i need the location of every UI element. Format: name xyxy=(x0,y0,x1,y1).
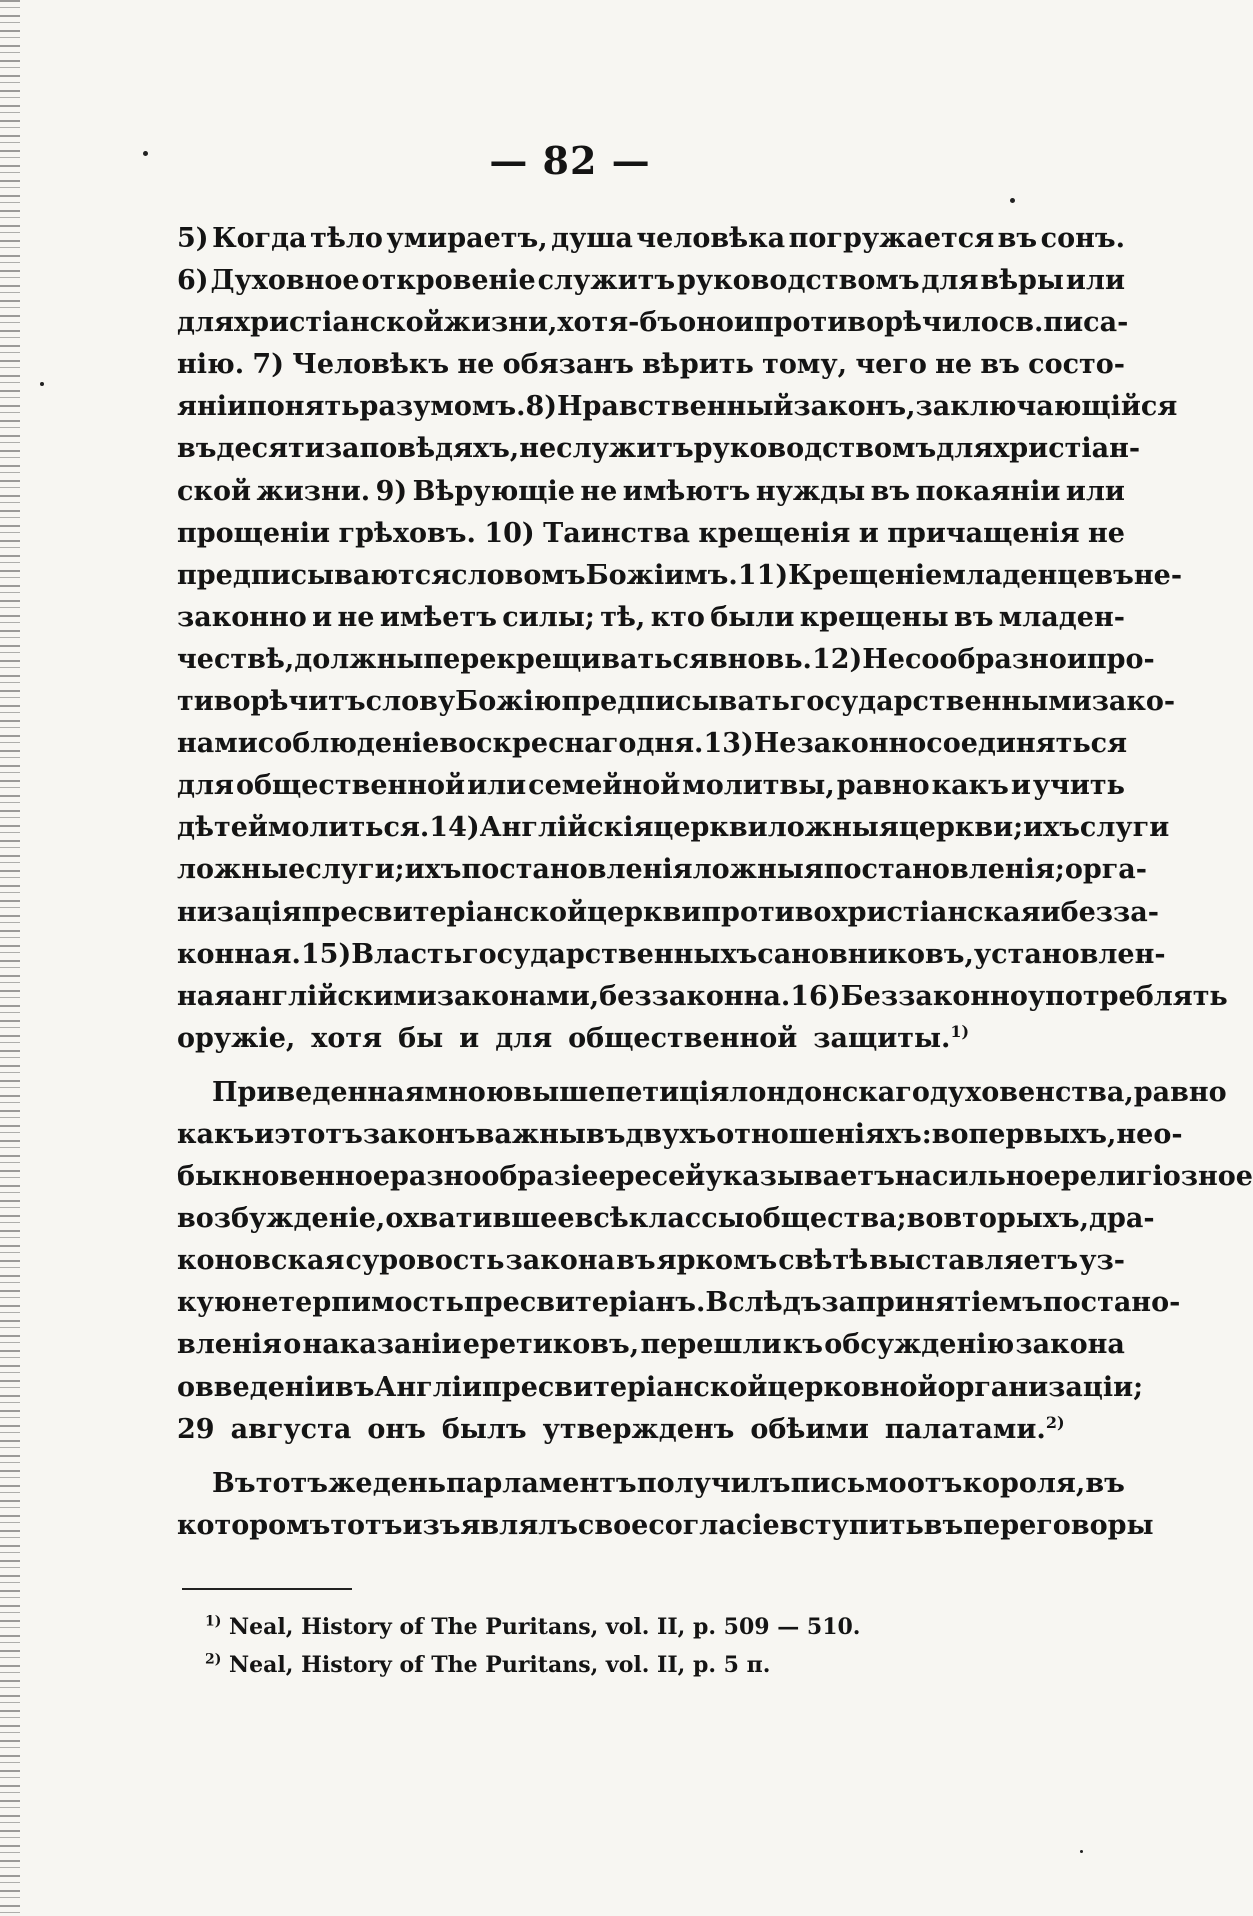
text-line xyxy=(177,976,1228,1018)
word: Вѣрующіе xyxy=(412,475,575,507)
word: общества; xyxy=(744,1203,907,1235)
word: во xyxy=(906,1203,944,1235)
word: утвержденъ xyxy=(542,1413,735,1445)
text-line xyxy=(177,765,1125,807)
word: въ xyxy=(616,1245,656,1277)
body-text xyxy=(177,218,1253,1547)
word: возбужденіе, xyxy=(177,1203,386,1235)
word: 10) xyxy=(484,517,535,549)
word: Несообразно xyxy=(862,643,1067,675)
word: соблюденіе xyxy=(257,728,440,760)
word: церкви xyxy=(653,812,768,844)
word: тотъ xyxy=(330,1509,403,1541)
word: былъ xyxy=(441,1413,527,1445)
word: нами xyxy=(177,728,258,760)
text-line xyxy=(177,1367,1144,1409)
word: дѣтей xyxy=(177,812,268,844)
word: не xyxy=(519,433,557,465)
word: 15) xyxy=(300,938,352,970)
word: какъ xyxy=(931,770,1009,802)
word: должны xyxy=(294,643,424,675)
word: принятіемъ xyxy=(856,1287,1043,1319)
word: духовенства, xyxy=(929,1076,1134,1108)
word: молиться. xyxy=(267,812,430,844)
word: десяти xyxy=(216,433,325,465)
word: чего xyxy=(855,349,927,381)
word: постановленія; xyxy=(823,854,1065,886)
word: пресвитеріанъ. xyxy=(463,1287,706,1319)
word: Незаконно xyxy=(753,728,927,760)
word: и xyxy=(254,1118,275,1150)
word: Нравственный xyxy=(557,391,794,423)
word: яніи xyxy=(177,391,247,423)
word: 5) xyxy=(177,223,209,254)
word: не- xyxy=(1133,559,1183,591)
word: Приведенная xyxy=(212,1076,425,1108)
word: въ xyxy=(980,349,1020,381)
word: наказаніи xyxy=(302,1329,462,1361)
word: св. xyxy=(998,307,1044,339)
word: вновь. xyxy=(708,643,812,675)
text-line xyxy=(177,1324,1125,1366)
word: не xyxy=(337,601,375,633)
word: законами, xyxy=(436,980,600,1012)
text-line xyxy=(177,302,1129,344)
word: тому, xyxy=(762,349,848,381)
word: отъ xyxy=(906,1467,963,1499)
word: не xyxy=(457,349,495,381)
word: для xyxy=(177,770,234,802)
word: перекрещиваться xyxy=(423,643,709,675)
word: хотя-бъ xyxy=(557,307,679,339)
word: и xyxy=(459,1022,480,1054)
word: Въ xyxy=(212,1467,256,1499)
word: 6) xyxy=(177,265,209,297)
word: религіозное xyxy=(1060,1161,1253,1193)
word: Таинства xyxy=(543,517,690,549)
word: вѣрить xyxy=(642,349,754,381)
word: всѣ xyxy=(574,1203,629,1235)
word: человѣка xyxy=(636,223,786,254)
word: парламентъ xyxy=(446,1467,637,1499)
word: орга- xyxy=(1064,854,1147,886)
word: откровеніе xyxy=(361,265,536,297)
word: 13) xyxy=(703,728,754,760)
text-line xyxy=(177,1240,1125,1282)
word: и xyxy=(1010,770,1031,802)
word: дня. xyxy=(636,728,704,760)
word: закона xyxy=(1015,1329,1125,1361)
text-line xyxy=(177,555,1183,597)
text-line xyxy=(177,723,1128,765)
word: 8) xyxy=(525,391,558,423)
word: семейной xyxy=(528,770,681,802)
word: для xyxy=(921,265,979,297)
word: выставляетъ xyxy=(869,1245,1079,1277)
word: свое xyxy=(577,1509,649,1541)
ink-speck xyxy=(40,382,44,386)
word: обсужденію xyxy=(824,1329,1015,1361)
word: обязанъ xyxy=(502,349,634,381)
word: выше xyxy=(513,1076,606,1108)
word: въ xyxy=(953,601,994,633)
text-line xyxy=(177,681,1176,723)
word: слуги; xyxy=(305,854,405,886)
word: не xyxy=(1087,517,1125,549)
word: государственными xyxy=(789,686,1092,718)
word: свѣтѣ xyxy=(778,1245,869,1277)
word: заключающійся xyxy=(915,391,1178,423)
word: руководствомъ xyxy=(677,265,920,297)
word: уз- xyxy=(1079,1245,1125,1277)
word: слуги xyxy=(1079,812,1170,844)
footnote-marker: 2) xyxy=(205,1651,222,1668)
word: Крещеніе xyxy=(788,559,943,591)
word: для xyxy=(936,433,994,465)
text-line xyxy=(177,1505,1154,1547)
word: жизни. xyxy=(256,475,371,507)
word: младенцевъ xyxy=(942,559,1134,591)
word: тотъ xyxy=(255,1467,328,1499)
word: и xyxy=(733,307,754,339)
text-line xyxy=(177,344,1125,386)
word: были xyxy=(710,601,795,633)
word: закона xyxy=(505,1245,615,1277)
word: пресвитеріанской xyxy=(482,1371,768,1403)
word: дра- xyxy=(1089,1203,1155,1235)
word: 12) xyxy=(811,643,863,675)
word: церковной xyxy=(767,1371,938,1403)
word: противорѣчило xyxy=(753,307,999,339)
text-line xyxy=(177,597,1125,639)
text-line xyxy=(177,807,1170,849)
word: состо- xyxy=(1028,349,1125,381)
word: быкновенное xyxy=(177,1161,390,1193)
footnote-2 xyxy=(205,1646,860,1684)
word: ложныя xyxy=(692,854,824,886)
word: мною xyxy=(424,1076,514,1108)
word: лондонскаго xyxy=(729,1076,930,1108)
word: младен- xyxy=(998,601,1125,633)
footnote-rule xyxy=(182,1588,352,1590)
word: бы xyxy=(398,1022,444,1054)
word: или xyxy=(1065,265,1125,297)
word: законно xyxy=(177,601,307,633)
word: словомъ xyxy=(451,559,586,591)
word: жизни, xyxy=(443,307,558,339)
word: христіан- xyxy=(993,433,1141,465)
page-number: — 82 — xyxy=(489,138,651,183)
word: тѣло xyxy=(310,223,383,254)
word: кую xyxy=(177,1287,242,1319)
word: о xyxy=(177,1371,196,1403)
footnote-text: Neal, History of The Puritans, vol. II, p. 5 п. xyxy=(229,1652,771,1678)
word: сильное xyxy=(932,1161,1061,1193)
word: вторыхъ, xyxy=(943,1203,1090,1235)
text-line xyxy=(177,260,1125,302)
word: которомъ xyxy=(177,1509,331,1541)
footnote-1 xyxy=(205,1608,860,1646)
word: предписывать xyxy=(561,686,790,718)
word: отношеніяхъ: xyxy=(716,1118,932,1150)
word: писа- xyxy=(1043,307,1129,339)
text-line xyxy=(177,1409,1125,1451)
text-line xyxy=(177,1018,1125,1060)
word: грѣховъ. xyxy=(338,517,476,549)
word: равно xyxy=(836,770,930,802)
word: организаціи; xyxy=(937,1371,1144,1403)
word: въ xyxy=(870,475,911,507)
word: въ xyxy=(923,1509,964,1541)
word: изъявлялъ xyxy=(402,1509,578,1541)
word: погружается xyxy=(788,223,995,254)
word: короля, xyxy=(962,1467,1086,1499)
text-line xyxy=(177,892,1159,934)
word: сановниковъ, xyxy=(757,938,974,970)
word: для xyxy=(495,1022,553,1054)
word: ложные xyxy=(177,854,306,886)
word: или xyxy=(467,770,527,802)
word: Англіи xyxy=(374,1371,483,1403)
word: день xyxy=(372,1467,446,1499)
word: безза- xyxy=(1060,896,1159,928)
word: въ xyxy=(997,223,1038,254)
word: постано- xyxy=(1042,1287,1181,1319)
word: ная xyxy=(177,980,235,1012)
text-line xyxy=(177,849,1147,891)
word: покаяніи xyxy=(915,475,1061,507)
text-line xyxy=(177,1198,1155,1240)
word: законъ, xyxy=(793,391,916,423)
word: законъ xyxy=(362,1118,476,1150)
word: умираетъ, xyxy=(386,223,548,254)
word: вѣры xyxy=(980,265,1065,297)
word: Когда xyxy=(212,223,307,254)
word: и xyxy=(858,517,879,549)
word: палатами.$^{2)}$ xyxy=(884,1412,1065,1445)
word: нію. xyxy=(177,349,245,381)
text-line xyxy=(177,386,1178,428)
word: важны xyxy=(475,1118,586,1150)
word: установлен- xyxy=(973,938,1166,970)
word: письмо xyxy=(790,1467,907,1499)
word: про- xyxy=(1086,643,1155,675)
word: церкви; xyxy=(898,812,1024,844)
word: защиты.$^{1)}$ xyxy=(813,1021,970,1054)
word: для xyxy=(177,307,234,339)
word: нужды xyxy=(755,475,866,507)
word: о xyxy=(283,1329,302,1361)
text-line xyxy=(177,1156,1253,1198)
word: государственныхъ xyxy=(462,938,758,970)
word: Вслѣдъ xyxy=(705,1287,822,1319)
word: охватившее xyxy=(385,1203,575,1235)
word: 7) xyxy=(252,349,284,381)
footnote-ref: 2) xyxy=(1045,1412,1065,1432)
page-edge xyxy=(0,0,20,1916)
word: учить xyxy=(1032,770,1125,802)
text-line xyxy=(177,1282,1181,1324)
word: служитъ xyxy=(537,265,676,297)
word: равно xyxy=(1133,1076,1227,1108)
word: Власть xyxy=(351,938,463,970)
word: постановленія xyxy=(461,854,693,886)
word: за xyxy=(821,1287,857,1319)
word: заповѣдяхъ, xyxy=(324,433,520,465)
word: 11) xyxy=(737,559,789,591)
word: разумомъ. xyxy=(359,391,526,423)
word: тиворѣчитъ xyxy=(177,686,366,718)
text-line xyxy=(177,1114,1183,1156)
word: въ xyxy=(177,433,217,465)
text-line xyxy=(177,218,1125,260)
word: или xyxy=(1065,475,1125,507)
word: общественной xyxy=(568,1022,798,1054)
word: Духовное xyxy=(210,265,360,297)
word: Божіимъ. xyxy=(585,559,738,591)
word: не xyxy=(580,475,618,507)
word: христіанской xyxy=(233,307,444,339)
word: еретиковъ, xyxy=(462,1329,640,1361)
word: воскреснаго xyxy=(439,728,637,760)
word: 14) xyxy=(429,812,480,844)
word: крещены xyxy=(799,601,949,633)
word: кто xyxy=(650,601,705,633)
word: онъ xyxy=(367,1413,426,1445)
word: служитъ xyxy=(556,433,694,465)
word: крещенія xyxy=(698,517,851,549)
word: этотъ xyxy=(274,1118,363,1150)
word: Человѣкъ xyxy=(292,349,450,381)
word: слову xyxy=(365,686,456,718)
word: тѣ, xyxy=(600,601,646,633)
word: пресвитеріанской xyxy=(301,896,587,928)
word: разнообразіе xyxy=(390,1161,599,1193)
word: ской xyxy=(177,475,251,507)
word: августа xyxy=(230,1413,352,1445)
footnote-marker: 1) xyxy=(205,1613,222,1630)
word: какъ xyxy=(177,1118,255,1150)
word: душа xyxy=(551,223,633,254)
word: согласіе xyxy=(648,1509,780,1541)
word: не xyxy=(935,349,973,381)
word: вступить xyxy=(779,1509,924,1541)
word: нео- xyxy=(1116,1118,1183,1150)
word: прощеніи xyxy=(177,517,331,549)
word: Божію xyxy=(455,686,562,718)
ink-speck xyxy=(1080,1850,1083,1853)
word: молитвы, xyxy=(682,770,835,802)
text-line xyxy=(177,428,1141,470)
text-line xyxy=(177,1463,1125,1505)
word: оно xyxy=(678,307,734,339)
word: 9) xyxy=(375,475,408,507)
ink-speck xyxy=(1010,198,1015,203)
word: чествѣ, xyxy=(177,643,295,675)
text-line xyxy=(177,1072,1227,1114)
word: ложныя xyxy=(767,812,899,844)
word: Англійскія xyxy=(479,812,654,844)
word: переговоры xyxy=(963,1509,1154,1541)
word: классы xyxy=(628,1203,745,1235)
text-line xyxy=(177,934,1166,976)
text-line xyxy=(177,471,1125,513)
word: и xyxy=(312,601,333,633)
word: яркомъ xyxy=(656,1245,778,1277)
word: на xyxy=(894,1161,933,1193)
word: петиція xyxy=(605,1076,730,1108)
word: ихъ xyxy=(404,854,462,886)
word: къ xyxy=(782,1329,823,1361)
word: въ xyxy=(585,1118,626,1150)
word: нетерпимость xyxy=(241,1287,464,1319)
word: конная. xyxy=(177,938,301,970)
word: ихъ xyxy=(1023,812,1080,844)
word: противохристіанская xyxy=(701,896,1041,928)
word: беззаконна. xyxy=(599,980,791,1012)
word: перешли xyxy=(640,1329,782,1361)
text-line xyxy=(177,639,1155,681)
word: понять xyxy=(247,391,360,423)
footnote-text: Neal, History of The Puritans, vol. II, p. 509 — 510. xyxy=(229,1614,861,1640)
word: и xyxy=(1040,896,1061,928)
word: силы; xyxy=(502,601,595,633)
word: же xyxy=(328,1467,373,1499)
word: имѣютъ xyxy=(622,475,751,507)
text-line xyxy=(177,513,1125,555)
word: обѣими xyxy=(750,1413,869,1445)
word: хотя xyxy=(311,1022,383,1054)
word: въ xyxy=(334,1371,375,1403)
word: имѣетъ xyxy=(379,601,497,633)
word: англійскими xyxy=(234,980,437,1012)
word: сонъ. xyxy=(1040,223,1125,254)
word: 16) xyxy=(790,980,841,1012)
word: ересей xyxy=(598,1161,706,1193)
word: причащенія xyxy=(887,517,1080,549)
word: коновская xyxy=(177,1245,345,1277)
word: предписываются xyxy=(177,559,452,591)
footnotes xyxy=(205,1608,860,1684)
footnote-ref: 1) xyxy=(950,1021,970,1041)
word: получилъ xyxy=(636,1467,791,1499)
word: вленія xyxy=(177,1329,282,1361)
word: зако- xyxy=(1091,686,1176,718)
word: указываетъ xyxy=(705,1161,895,1193)
word: церкви xyxy=(587,896,702,928)
word: и xyxy=(1066,643,1087,675)
word: руководствомъ xyxy=(693,433,937,465)
word: Беззаконно xyxy=(840,980,1028,1012)
word: оружіе, xyxy=(177,1022,296,1054)
word: употреблять xyxy=(1027,980,1228,1012)
word: суровость xyxy=(345,1245,505,1277)
word: первыхъ, xyxy=(968,1118,1117,1150)
word: 29 xyxy=(177,1413,215,1445)
ink-speck xyxy=(143,151,148,156)
word: общественной xyxy=(235,770,466,802)
word: низація xyxy=(177,896,302,928)
word: во xyxy=(931,1118,969,1150)
word: двухъ xyxy=(625,1118,717,1150)
word: соединяться xyxy=(926,728,1128,760)
word: въ xyxy=(1085,1467,1125,1499)
word: введеніи xyxy=(195,1371,335,1403)
